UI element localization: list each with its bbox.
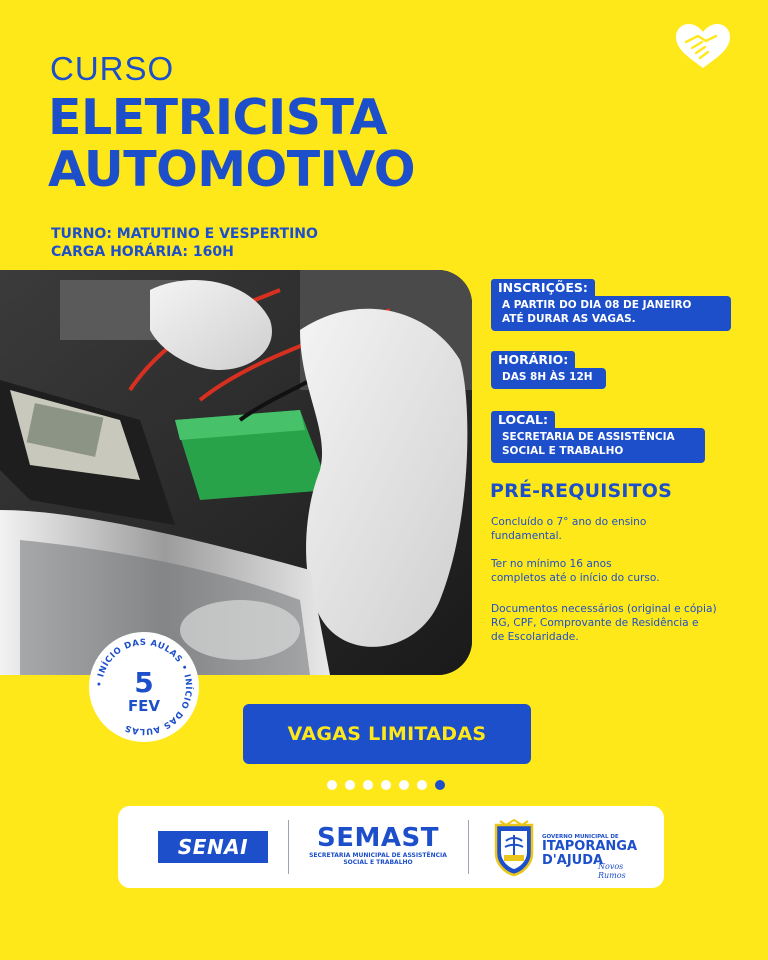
title-line-2: AUTOMOTIVO bbox=[48, 141, 416, 198]
turno-text: TURNO: MATUTINO E VESPERTINO bbox=[51, 226, 318, 242]
pagination-dot[interactable] bbox=[363, 780, 373, 790]
horario-line-1: DAS 8H ÀS 12H bbox=[502, 371, 593, 383]
prereq-item-3-line-2: RG, CPF, Comprovante de Residência e bbox=[491, 617, 699, 629]
carga-horaria-text: CARGA HORÁRIA: 160H bbox=[51, 244, 234, 260]
semast-sub-2: SOCIAL E TRABALHO bbox=[343, 859, 413, 866]
hero-photo bbox=[0, 270, 472, 675]
sponsor-footer bbox=[118, 806, 664, 888]
pagination-dot[interactable] bbox=[399, 780, 409, 790]
badge-month: FEV bbox=[127, 697, 161, 715]
prereq-item-1-line-2: fundamental. bbox=[491, 530, 562, 542]
start-date-badge bbox=[89, 632, 199, 742]
inscricoes-body bbox=[491, 296, 731, 331]
gov-name-1: ITAPORANGA bbox=[542, 839, 638, 854]
badge-ring bbox=[89, 632, 199, 742]
inscricoes-line-1: A PARTIR DO DIA 08 DE JANEIRO bbox=[502, 299, 692, 311]
semast-logo bbox=[308, 824, 448, 866]
vagas-limitadas-button[interactable]: VAGAS LIMITADAS bbox=[243, 704, 531, 764]
itaporanga-logo bbox=[542, 834, 638, 880]
course-title bbox=[48, 89, 416, 198]
prereq-item-3-line-3: de Escolaridade. bbox=[491, 631, 579, 643]
horario-body bbox=[491, 368, 606, 389]
local-line-2: SOCIAL E TRABALHO bbox=[502, 445, 624, 457]
municipal-crest-icon bbox=[492, 819, 536, 877]
semast-title: SEMAST bbox=[317, 823, 439, 853]
prereq-item-1 bbox=[491, 515, 763, 543]
pagination-dot-active[interactable] bbox=[435, 780, 445, 790]
local-tag bbox=[491, 409, 705, 463]
pagination-dot[interactable] bbox=[381, 780, 391, 790]
pagination-dot[interactable] bbox=[327, 780, 337, 790]
horario-tag bbox=[491, 349, 606, 389]
handshake-heart-icon bbox=[672, 22, 734, 70]
badge-day: 5 bbox=[134, 666, 154, 699]
prereq-item-1-line-1: Concluído o 7° ano do ensino bbox=[491, 516, 647, 528]
badge-ring-text: • INÍCIO DAS AULAS • INÍCIO DAS AULAS bbox=[94, 637, 194, 737]
local-line-1: SECRETARIA DE ASSISTÊNCIA bbox=[502, 431, 675, 443]
gov-slogan: Novos Rumos bbox=[598, 862, 626, 880]
pagination-dot[interactable] bbox=[345, 780, 355, 790]
divider bbox=[288, 820, 289, 874]
local-body bbox=[491, 428, 705, 463]
local-label: LOCAL: bbox=[491, 411, 555, 428]
prereq-title: PRÉ-REQUISITOS bbox=[490, 480, 673, 502]
mechanic-multimeter-illustration bbox=[0, 270, 472, 675]
prereq-item-2-line-1: Ter no mínimo 16 anos bbox=[491, 558, 612, 570]
horario-label: HORÁRIO: bbox=[491, 351, 575, 368]
senai-logo bbox=[158, 831, 268, 863]
gov-name-2: D'AJUDA bbox=[542, 853, 604, 868]
prereq-item-3-line-1: Documentos necessários (original e cópia) bbox=[491, 603, 717, 615]
semast-sub-1: SECRETARIA MUNICIPAL DE ASSISTÊNCIA bbox=[309, 852, 447, 859]
pagination-dot[interactable] bbox=[417, 780, 427, 790]
gov-label: GOVERNO MUNICIPAL DE bbox=[542, 834, 619, 840]
course-info bbox=[51, 225, 318, 261]
prereq-item-2-line-2: completos até o início do curso. bbox=[491, 572, 660, 584]
title-line-1: ELETRICISTA bbox=[48, 89, 388, 146]
pagination-dots bbox=[327, 780, 445, 790]
inscricoes-label: INSCRIÇÕES: bbox=[491, 279, 595, 296]
inscricoes-line-2: ATÉ DURAR AS VAGAS. bbox=[502, 313, 636, 325]
prereq-item-3 bbox=[491, 602, 763, 644]
prereq-item-2 bbox=[491, 557, 763, 585]
divider bbox=[468, 820, 469, 874]
course-label: CURSO bbox=[50, 50, 175, 87]
senai-logo-text: SENAI bbox=[177, 835, 249, 859]
inscricoes-tag bbox=[491, 277, 731, 331]
